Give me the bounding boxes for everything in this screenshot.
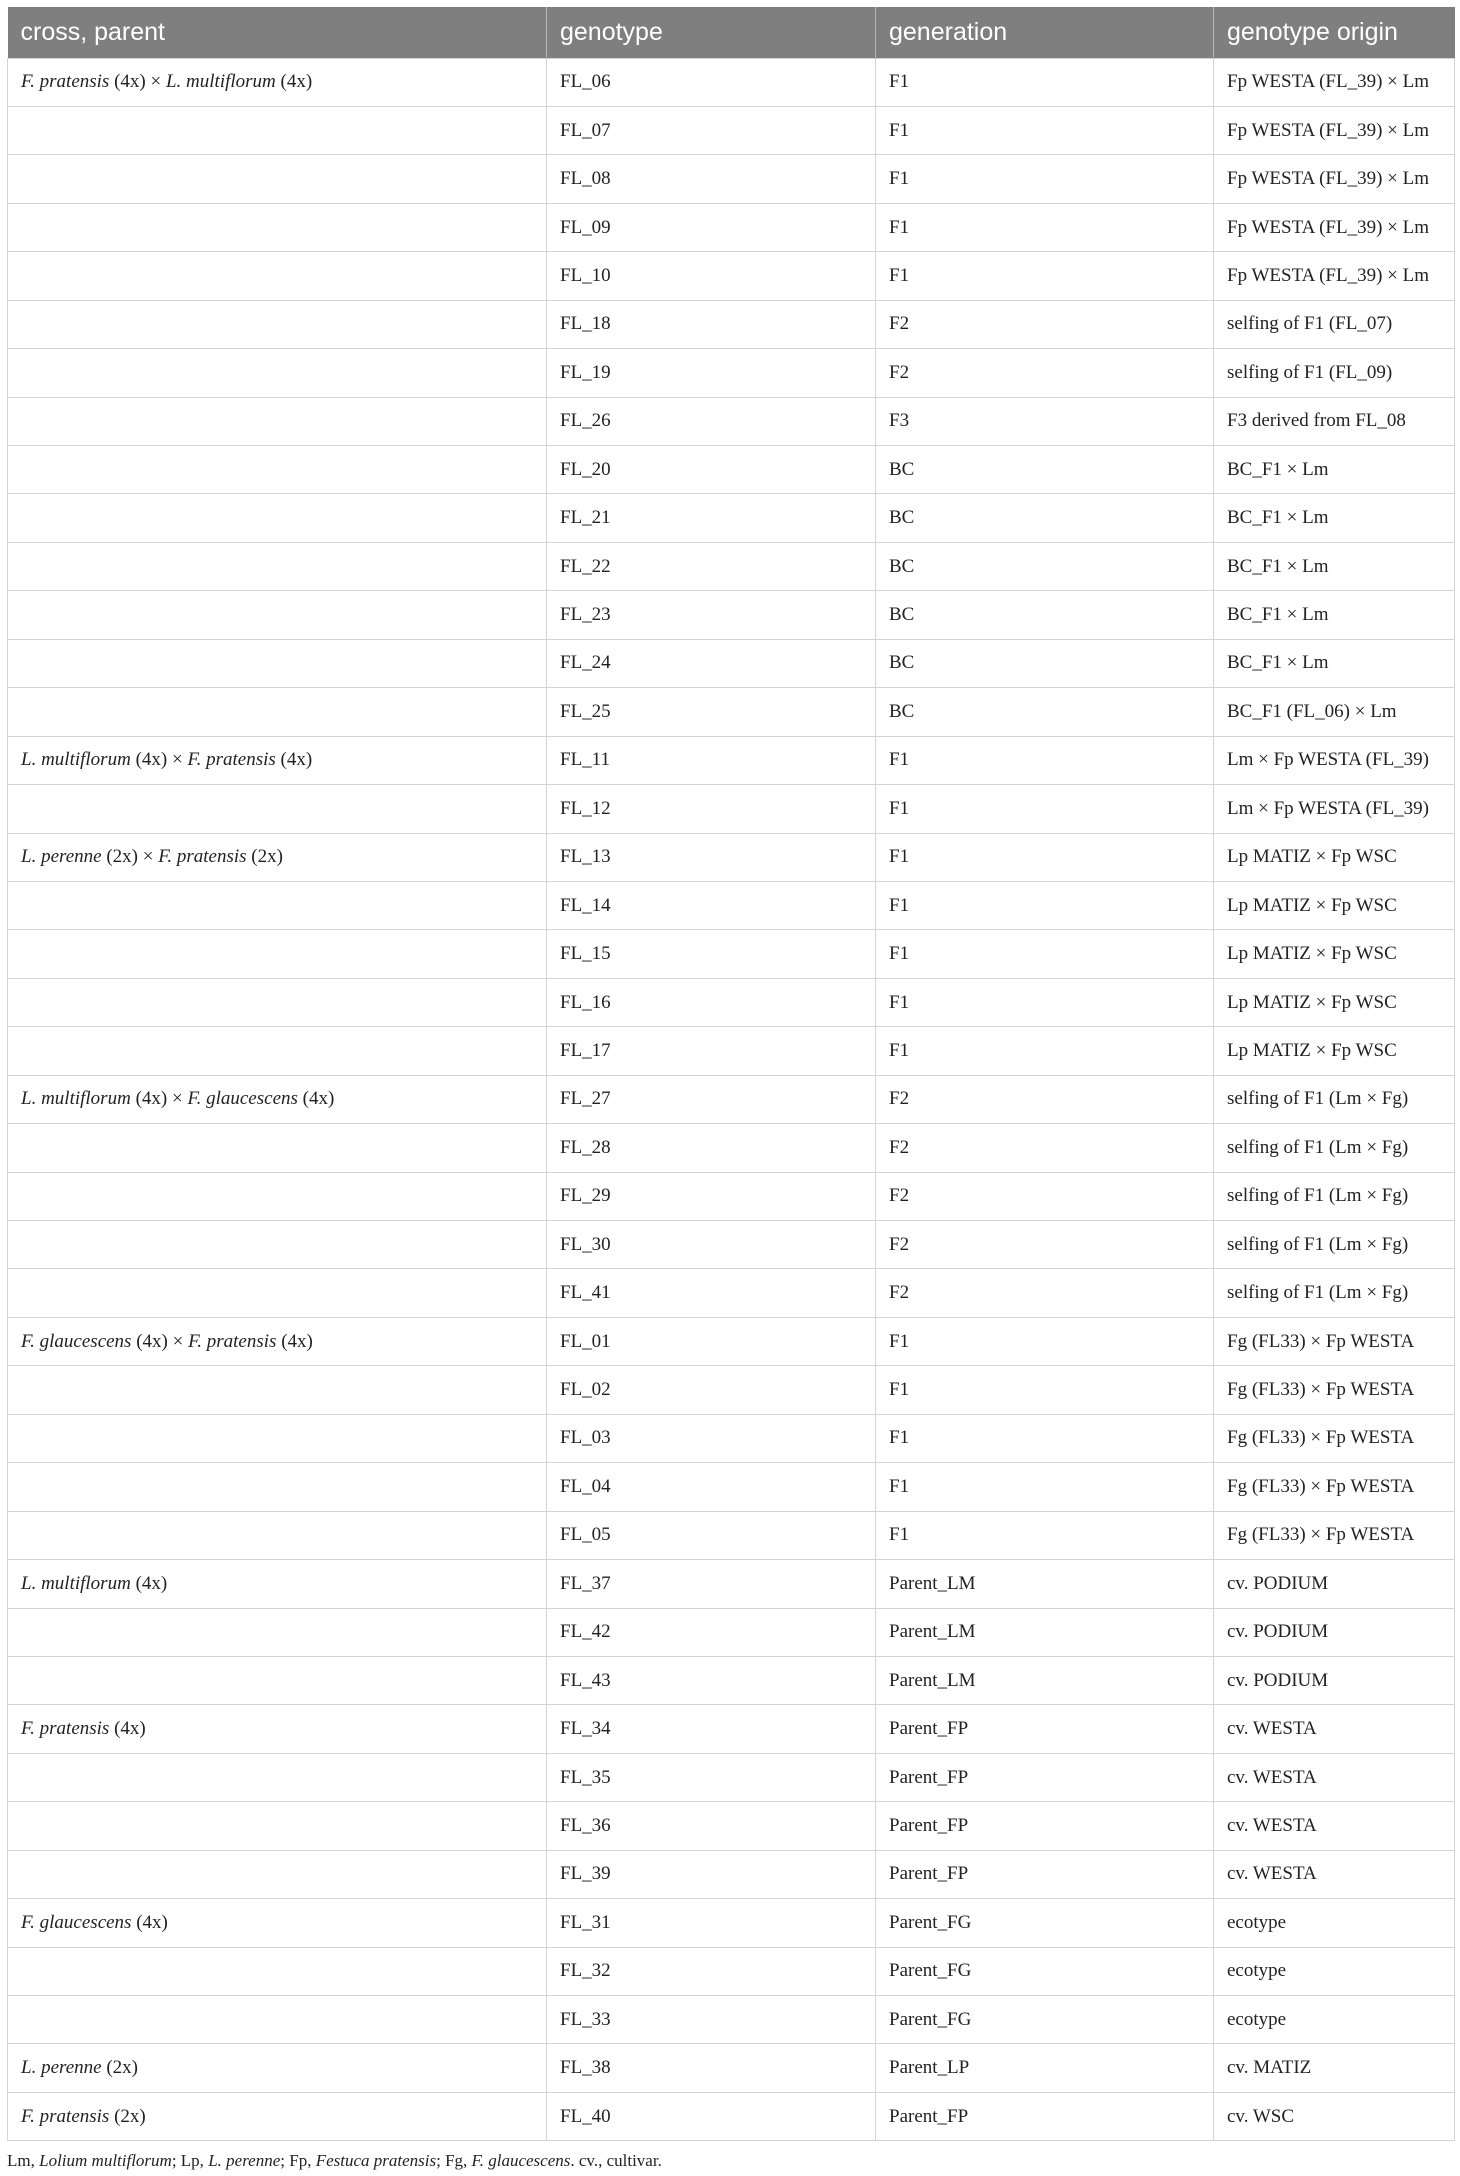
cell-generation: Parent_LM [876, 1656, 1214, 1704]
cell-generation: F1 [876, 1317, 1214, 1365]
cell-cross-parent [8, 1269, 547, 1317]
cell-generation: F1 [876, 203, 1214, 251]
table-row [8, 1172, 1455, 1220]
text-run: (2x) [109, 2105, 146, 2127]
species-name: F. glaucescens [187, 1088, 298, 1110]
species-name: F. pratensis [21, 1718, 110, 1740]
cell-cross-parent [8, 397, 547, 445]
table-row [8, 1463, 1455, 1511]
cell-genotype-origin: selfing of F1 (Lm × Fg) [1214, 1221, 1455, 1269]
cell-generation: Parent_FG [876, 1947, 1214, 1995]
cell-generation: Parent_FP [876, 2092, 1214, 2140]
cell-cross-parent [8, 252, 547, 300]
cell-cross-parent [8, 446, 547, 494]
text-run: Lm, [7, 2151, 40, 2170]
text-run: (4x) [130, 1572, 168, 1594]
cell-generation: F2 [876, 1124, 1214, 1172]
table-row [8, 1511, 1455, 1559]
cell-generation: F1 [876, 1366, 1214, 1414]
cell-genotype-origin: Fg (FL33) × Fp WESTA [1214, 1366, 1455, 1414]
cell-genotype-origin: cv. PODIUM [1214, 1560, 1455, 1608]
text-run: (2x) × [101, 846, 159, 868]
species-name: F. glaucescens [21, 1330, 132, 1352]
table-row [8, 2092, 1455, 2140]
cell-cross-parent [8, 930, 547, 978]
cell-genotype: FL_16 [547, 978, 876, 1026]
cell-generation: F2 [876, 300, 1214, 348]
cell-genotype: FL_21 [547, 494, 876, 542]
cell-genotype: FL_02 [547, 1366, 876, 1414]
cell-cross-parent [8, 833, 547, 881]
cell-genotype: FL_30 [547, 1221, 876, 1269]
cell-genotype: FL_25 [547, 688, 876, 736]
cell-genotype: FL_17 [547, 1027, 876, 1075]
cell-genotype-origin: ecotype [1214, 1899, 1455, 1947]
cell-generation: F3 [876, 397, 1214, 445]
cell-genotype-origin: selfing of F1 (FL_07) [1214, 300, 1455, 348]
table-row [8, 1608, 1455, 1656]
cell-genotype-origin: Lp MATIZ × Fp WSC [1214, 1027, 1455, 1075]
cell-generation: F1 [876, 930, 1214, 978]
header-cross-parent: cross, parent [8, 7, 547, 58]
text-run: (4x) × [131, 1330, 189, 1352]
cell-genotype: FL_15 [547, 930, 876, 978]
cell-genotype-origin: Fp WESTA (FL_39) × Lm [1214, 203, 1455, 251]
cell-genotype-origin: Fg (FL33) × Fp WESTA [1214, 1414, 1455, 1462]
species-name: F. pratensis [158, 846, 247, 868]
cell-genotype-origin: F3 derived from FL_08 [1214, 397, 1455, 445]
cell-genotype-origin: Lp MATIZ × Fp WSC [1214, 881, 1455, 929]
table-row [8, 881, 1455, 929]
cell-genotype: FL_34 [547, 1705, 876, 1753]
cell-genotype-origin: Fp WESTA (FL_39) × Lm [1214, 106, 1455, 154]
cell-cross-parent [8, 1850, 547, 1898]
cell-genotype-origin: Fp WESTA (FL_39) × Lm [1214, 252, 1455, 300]
cell-genotype: FL_20 [547, 446, 876, 494]
cell-cross-parent [8, 1705, 547, 1753]
cell-genotype: FL_27 [547, 1075, 876, 1123]
species-name: F. pratensis [21, 71, 110, 93]
cell-genotype-origin: selfing of F1 (FL_09) [1214, 349, 1455, 397]
cell-genotype-origin: BC_F1 (FL_06) × Lm [1214, 688, 1455, 736]
cell-genotype: FL_10 [547, 252, 876, 300]
cell-cross-parent [8, 1317, 547, 1365]
cell-genotype-origin: cv. PODIUM [1214, 1656, 1455, 1704]
cell-cross-parent [8, 688, 547, 736]
cell-cross-parent [8, 978, 547, 1026]
cell-generation: F1 [876, 1511, 1214, 1559]
cell-generation: BC [876, 688, 1214, 736]
cell-genotype-origin: cv. WSC [1214, 2092, 1455, 2140]
species-name: L. perenne [208, 2151, 281, 2170]
cell-genotype: FL_08 [547, 155, 876, 203]
species-name: F. glaucescens [21, 1911, 132, 1933]
cell-genotype-origin: cv. MATIZ [1214, 2044, 1455, 2092]
cell-genotype: FL_24 [547, 639, 876, 687]
cell-generation: F2 [876, 1075, 1214, 1123]
cell-cross-parent [8, 300, 547, 348]
header-genotype: genotype [547, 7, 876, 58]
cell-cross-parent [8, 155, 547, 203]
cell-generation: F1 [876, 785, 1214, 833]
table-row [8, 300, 1455, 348]
table-row [8, 1075, 1455, 1123]
species-name: L. perenne [21, 846, 102, 868]
text-run: ; Lp, [171, 2151, 209, 2170]
cell-cross-parent [8, 1560, 547, 1608]
cell-cross-parent [8, 1172, 547, 1220]
cell-genotype: FL_18 [547, 300, 876, 348]
cell-genotype-origin: selfing of F1 (Lm × Fg) [1214, 1124, 1455, 1172]
cell-genotype-origin: cv. WESTA [1214, 1705, 1455, 1753]
species-name: F. pratensis [21, 2105, 110, 2127]
cell-cross-parent [8, 1027, 547, 1075]
cell-generation: F1 [876, 1027, 1214, 1075]
text-run: (4x) × [130, 1088, 188, 1110]
table-row [8, 1705, 1455, 1753]
cell-cross-parent [8, 106, 547, 154]
text-run: . cv., cultivar. [570, 2151, 662, 2170]
cell-cross-parent [8, 1221, 547, 1269]
cell-cross-parent [8, 591, 547, 639]
table-row [8, 397, 1455, 445]
cell-generation: F1 [876, 1414, 1214, 1462]
cell-genotype: FL_13 [547, 833, 876, 881]
cell-genotype: FL_06 [547, 58, 876, 106]
text-run: (4x) [276, 1330, 313, 1352]
cell-genotype: FL_01 [547, 1317, 876, 1365]
cell-generation: Parent_LP [876, 2044, 1214, 2092]
text-run: (4x) [109, 1718, 146, 1740]
table-row [8, 542, 1455, 590]
table-row [8, 1656, 1455, 1704]
table-row [8, 446, 1455, 494]
cell-genotype-origin: BC_F1 × Lm [1214, 591, 1455, 639]
cell-generation: F1 [876, 106, 1214, 154]
table-row [8, 1753, 1455, 1801]
text-run: (4x) [297, 1088, 335, 1110]
cell-genotype-origin: cv. WESTA [1214, 1802, 1455, 1850]
table-row [8, 591, 1455, 639]
cell-cross-parent [8, 1947, 547, 1995]
cell-genotype: FL_37 [547, 1560, 876, 1608]
cell-genotype: FL_42 [547, 1608, 876, 1656]
table-row [8, 978, 1455, 1026]
cell-generation: F2 [876, 1221, 1214, 1269]
genotype-table [7, 7, 1455, 2141]
table-row [8, 639, 1455, 687]
cell-generation: F1 [876, 252, 1214, 300]
cell-genotype: FL_23 [547, 591, 876, 639]
cell-genotype: FL_19 [547, 349, 876, 397]
species-name: L. multiflorum [21, 1088, 131, 1110]
table-row [8, 1899, 1455, 1947]
cell-cross-parent [8, 494, 547, 542]
cell-generation: F1 [876, 833, 1214, 881]
table-body [8, 58, 1455, 2141]
cell-cross-parent [8, 2044, 547, 2092]
cell-genotype: FL_35 [547, 1753, 876, 1801]
cell-genotype: FL_26 [547, 397, 876, 445]
cell-genotype-origin: selfing of F1 (Lm × Fg) [1214, 1172, 1455, 1220]
cell-genotype: FL_43 [547, 1656, 876, 1704]
table-row [8, 1802, 1455, 1850]
cell-genotype-origin: BC_F1 × Lm [1214, 446, 1455, 494]
cell-cross-parent [8, 1802, 547, 1850]
cell-generation: Parent_FG [876, 1996, 1214, 2044]
cell-genotype-origin: Lp MATIZ × Fp WSC [1214, 930, 1455, 978]
table-row [8, 1317, 1455, 1365]
cell-generation: BC [876, 446, 1214, 494]
cell-genotype: FL_09 [547, 203, 876, 251]
cell-genotype: FL_14 [547, 881, 876, 929]
table-row [8, 58, 1455, 106]
cell-cross-parent [8, 58, 547, 106]
table-row [8, 1221, 1455, 1269]
cell-genotype: FL_31 [547, 1899, 876, 1947]
species-name: L. multiflorum [21, 1572, 131, 1594]
species-name: L. multiflorum [165, 71, 276, 93]
cell-genotype-origin: ecotype [1214, 1947, 1455, 1995]
cell-cross-parent [8, 542, 547, 590]
table-row [8, 106, 1455, 154]
table-row [8, 1027, 1455, 1075]
cell-cross-parent [8, 1463, 547, 1511]
cell-cross-parent [8, 736, 547, 784]
table-row [8, 2044, 1455, 2092]
cell-generation: Parent_FP [876, 1850, 1214, 1898]
cell-genotype-origin: Fp WESTA (FL_39) × Lm [1214, 58, 1455, 106]
cell-genotype-origin: selfing of F1 (Lm × Fg) [1214, 1269, 1455, 1317]
cell-cross-parent [8, 1753, 547, 1801]
cell-genotype: FL_39 [547, 1850, 876, 1898]
cell-generation: F2 [876, 1172, 1214, 1220]
cell-genotype: FL_03 [547, 1414, 876, 1462]
table-row [8, 930, 1455, 978]
table-row [8, 1996, 1455, 2044]
cell-cross-parent [8, 203, 547, 251]
text-run: (4x) [275, 749, 313, 771]
cell-genotype: FL_05 [547, 1511, 876, 1559]
cell-generation: F1 [876, 881, 1214, 929]
cell-genotype: FL_04 [547, 1463, 876, 1511]
cell-genotype-origin: Lm × Fp WESTA (FL_39) [1214, 736, 1455, 784]
text-run: (4x) [275, 71, 313, 93]
cell-genotype: FL_36 [547, 1802, 876, 1850]
text-run: (4x) × [130, 749, 188, 771]
cell-generation: F1 [876, 736, 1214, 784]
table-row [8, 1414, 1455, 1462]
text-run: ; Fg, [436, 2151, 472, 2170]
cell-genotype-origin: BC_F1 × Lm [1214, 494, 1455, 542]
text-run: (2x) [246, 846, 283, 868]
cell-genotype-origin: selfing of F1 (Lm × Fg) [1214, 1075, 1455, 1123]
text-run: (4x) [131, 1911, 168, 1933]
text-run: ; Fp, [280, 2151, 316, 2170]
table-row [8, 1560, 1455, 1608]
header-genotype-origin: genotype origin [1214, 7, 1455, 58]
species-name: Lolium multiflorum [39, 2151, 172, 2170]
species-name: L. multiflorum [21, 749, 131, 771]
cell-generation: BC [876, 639, 1214, 687]
cell-cross-parent [8, 639, 547, 687]
cell-genotype: FL_40 [547, 2092, 876, 2140]
cell-cross-parent [8, 1656, 547, 1704]
table-row [8, 1947, 1455, 1995]
cell-generation: Parent_LM [876, 1560, 1214, 1608]
species-name: F. pratensis [187, 749, 276, 771]
species-name: F. pratensis [188, 1330, 277, 1352]
cell-generation: Parent_FP [876, 1753, 1214, 1801]
table-row [8, 349, 1455, 397]
table-row [8, 155, 1455, 203]
table-row [8, 688, 1455, 736]
table-row [8, 1850, 1455, 1898]
cell-generation: BC [876, 591, 1214, 639]
table-row [8, 1124, 1455, 1172]
cell-genotype: FL_33 [547, 1996, 876, 2044]
species-name: L. perenne [21, 2057, 102, 2079]
species-name: F. glaucescens [471, 2151, 571, 2170]
cell-genotype: FL_11 [547, 736, 876, 784]
cell-genotype-origin: cv. WESTA [1214, 1753, 1455, 1801]
cell-genotype-origin: cv. WESTA [1214, 1850, 1455, 1898]
header-generation: generation [876, 7, 1214, 58]
genotype-table-container [7, 7, 1454, 2141]
cell-genotype: FL_07 [547, 106, 876, 154]
cell-genotype: FL_41 [547, 1269, 876, 1317]
cell-genotype-origin: Lm × Fp WESTA (FL_39) [1214, 785, 1455, 833]
cell-genotype-origin: Lp MATIZ × Fp WSC [1214, 833, 1455, 881]
cell-generation: Parent_FG [876, 1899, 1214, 1947]
table-row [8, 203, 1455, 251]
cell-genotype-origin: Fg (FL33) × Fp WESTA [1214, 1511, 1455, 1559]
cell-genotype-origin: cv. PODIUM [1214, 1608, 1455, 1656]
cell-generation: F1 [876, 1463, 1214, 1511]
table-footnote [7, 2151, 662, 2171]
text-run: (4x) × [109, 71, 166, 93]
cell-cross-parent [8, 1608, 547, 1656]
cell-generation: BC [876, 542, 1214, 590]
text-run: (2x) [101, 2057, 138, 2079]
cell-generation: Parent_FP [876, 1705, 1214, 1753]
cell-cross-parent [8, 349, 547, 397]
table-row [8, 252, 1455, 300]
cell-genotype-origin: BC_F1 × Lm [1214, 542, 1455, 590]
table-row [8, 736, 1455, 784]
table-row [8, 1366, 1455, 1414]
cell-genotype: FL_28 [547, 1124, 876, 1172]
cell-cross-parent [8, 1366, 547, 1414]
cell-cross-parent [8, 1996, 547, 2044]
cell-genotype: FL_38 [547, 2044, 876, 2092]
cell-cross-parent [8, 1899, 547, 1947]
cell-generation: F1 [876, 978, 1214, 1026]
cell-genotype-origin: Fg (FL33) × Fp WESTA [1214, 1463, 1455, 1511]
cell-genotype-origin: Fg (FL33) × Fp WESTA [1214, 1317, 1455, 1365]
cell-generation: F1 [876, 58, 1214, 106]
cell-generation: F2 [876, 349, 1214, 397]
cell-genotype-origin: BC_F1 × Lm [1214, 639, 1455, 687]
table-header-row [8, 7, 1455, 58]
cell-cross-parent [8, 1124, 547, 1172]
table-row [8, 785, 1455, 833]
cell-generation: BC [876, 494, 1214, 542]
cell-cross-parent [8, 2092, 547, 2140]
table-row [8, 1269, 1455, 1317]
cell-generation: F1 [876, 155, 1214, 203]
cell-genotype-origin: Lp MATIZ × Fp WSC [1214, 978, 1455, 1026]
cell-cross-parent [8, 881, 547, 929]
table-row [8, 494, 1455, 542]
cell-generation: F2 [876, 1269, 1214, 1317]
species-name: Festuca pratensis [315, 2151, 437, 2170]
cell-genotype: FL_32 [547, 1947, 876, 1995]
cell-cross-parent [8, 1075, 547, 1123]
cell-genotype: FL_12 [547, 785, 876, 833]
cell-generation: Parent_FP [876, 1802, 1214, 1850]
table-row [8, 833, 1455, 881]
cell-genotype-origin: Fp WESTA (FL_39) × Lm [1214, 155, 1455, 203]
cell-genotype-origin: ecotype [1214, 1996, 1455, 2044]
cell-cross-parent [8, 1511, 547, 1559]
cell-generation: Parent_LM [876, 1608, 1214, 1656]
cell-cross-parent [8, 1414, 547, 1462]
cell-genotype: FL_29 [547, 1172, 876, 1220]
cell-cross-parent [8, 785, 547, 833]
cell-genotype: FL_22 [547, 542, 876, 590]
